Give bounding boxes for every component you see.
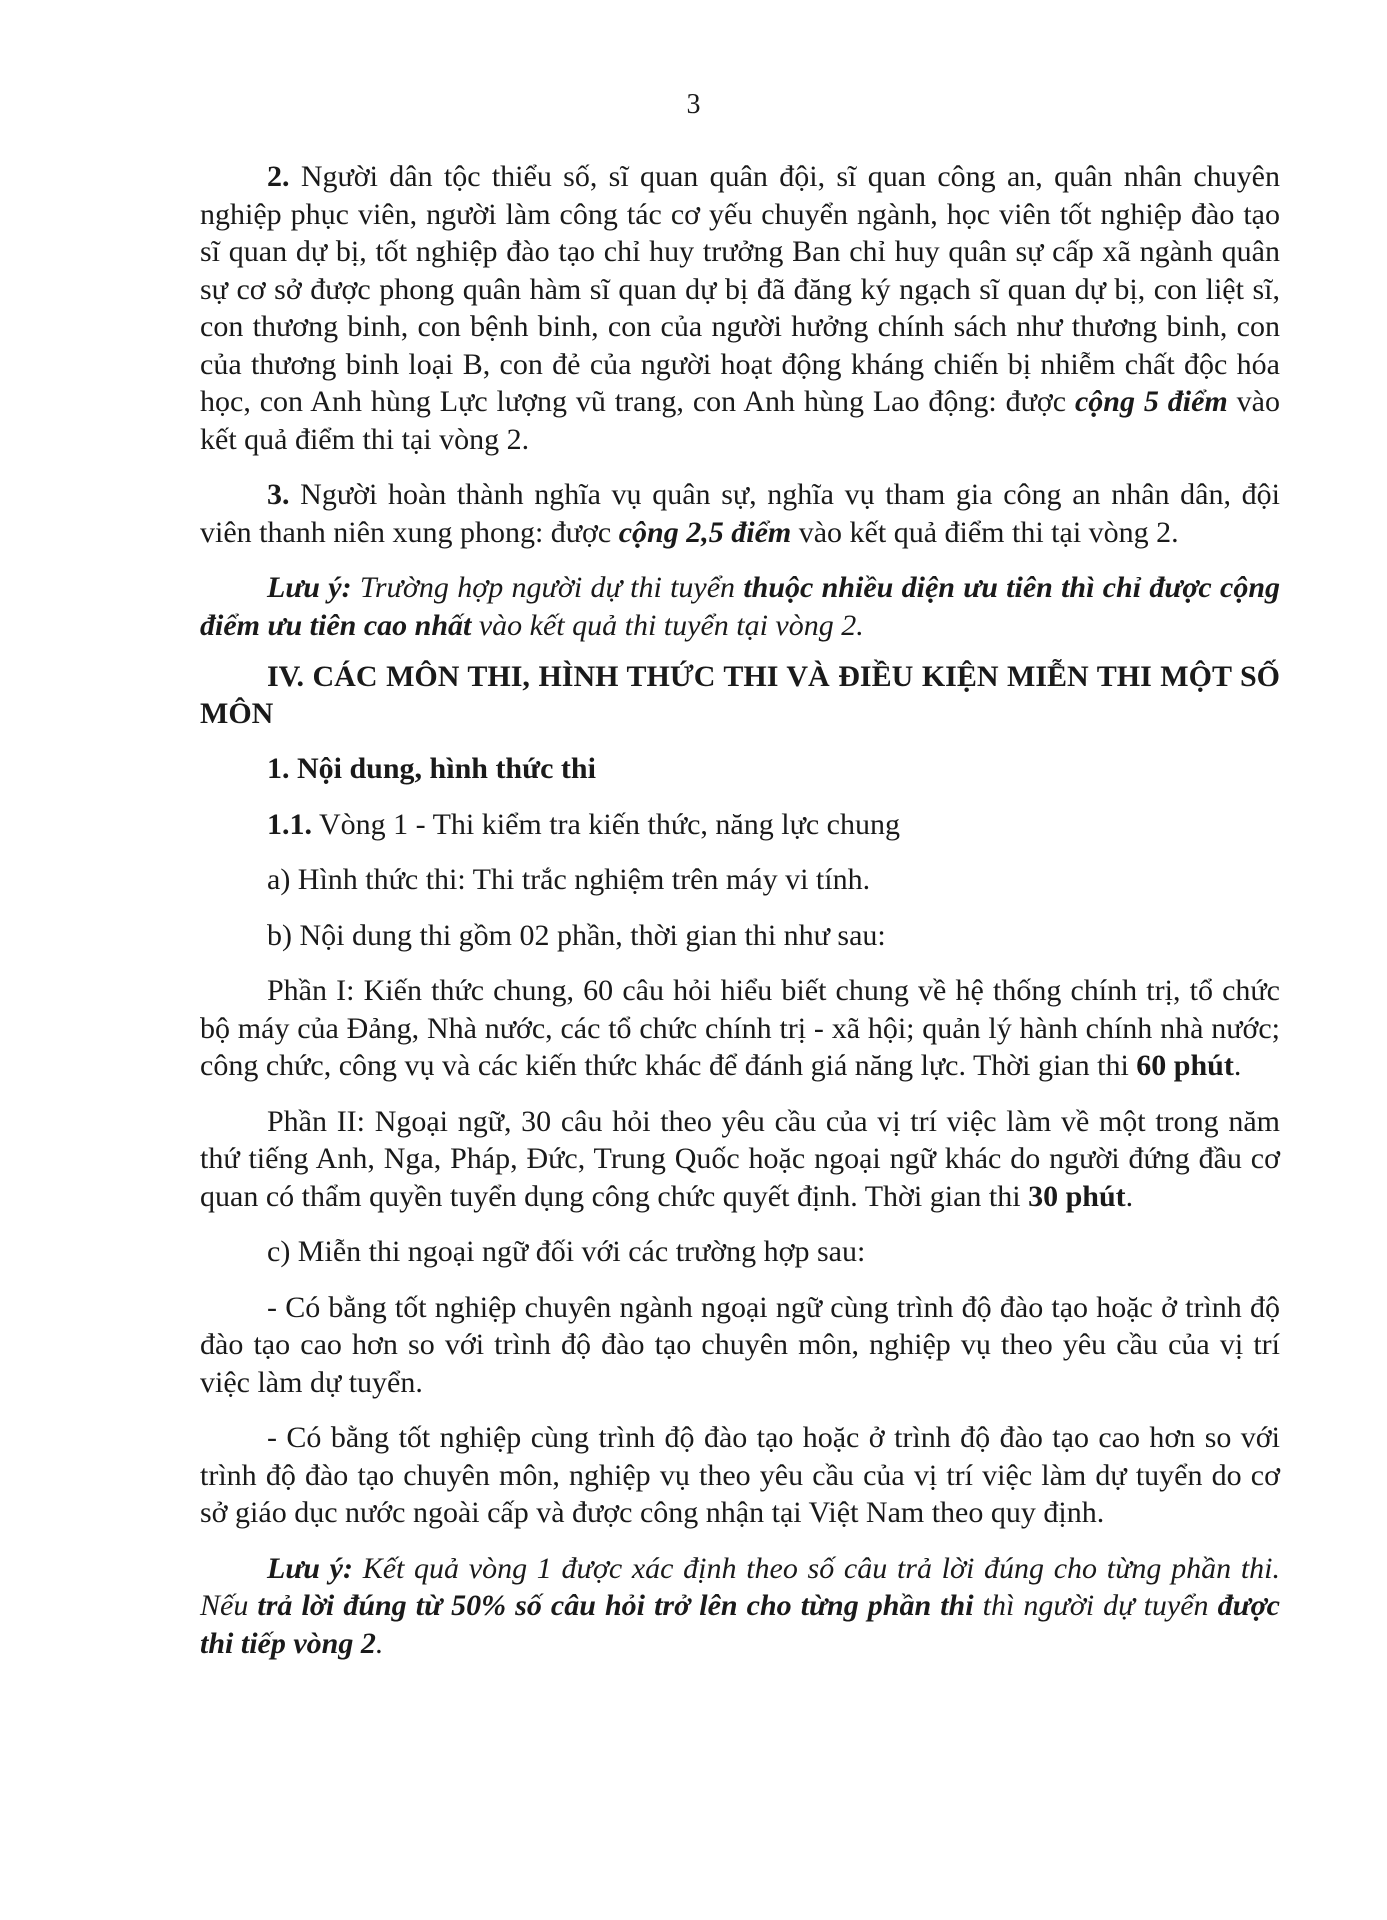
exemption-case-2: - Có bằng tốt nghiệp cùng trình độ đào tạo hoặc ở trình độ đào tạo cao hơn so với trình độ đào tạo chuyên môn, nghiệp vụ theo yêu cầu của vị trí việc làm dự tuyển do cơ sở giáo dục nước ngoài cấp và được công nhận tại Việt Nam theo quy định. <box>200 1421 1280 1529</box>
exam-content: b) Nội dung thi gồm 02 phần, thời gian thi như sau: <box>267 918 886 952</box>
note-emphasis: trả lời đúng từ 50% số câu hỏi trở lên cho từng phần thi <box>257 1589 974 1622</box>
exemption-intro: c) Miễn thi ngoại ngữ đối với các trường hợp sau: <box>267 1235 866 1268</box>
paragraph-text: vào kết quả điểm thi tại vòng 2. <box>200 385 1280 456</box>
note-text: Trường hợp người dự thi tuyển <box>351 571 744 604</box>
bonus-points: cộng 5 điểm <box>1074 385 1228 418</box>
item-number: 2. <box>267 160 290 193</box>
exam-duration: 30 phút <box>1028 1179 1126 1213</box>
note-emphasis: được thi tiếp vòng 2 <box>200 1589 1280 1660</box>
exam-duration: 60 phút <box>1136 1049 1234 1082</box>
punctuation: . <box>1233 1049 1242 1082</box>
note-emphasis: thuộc nhiều diện ưu tiên thì chỉ được cộng điểm ưu tiên cao nhất <box>200 571 1281 642</box>
exam-part-2 <box>200 1103 1280 1216</box>
note-label: Lưu ý: <box>267 1551 353 1585</box>
item-number: 1.1. <box>267 807 312 841</box>
page-number: 3 <box>686 89 701 120</box>
paragraph-text: Người hoàn thành nghĩa vụ quân sự, nghĩa vụ tham gia công an nhân dân, đội viên thanh niên xung phong: được <box>200 478 1280 549</box>
document-body <box>200 158 1280 1662</box>
note-round-1 <box>200 1550 1280 1663</box>
round-1-heading <box>200 806 1280 844</box>
section-heading: IV. CÁC MÔN THI, HÌNH THỨC THI VÀ ĐIỀU KIỆN MIỄN THI MỘT SỐ MÔN <box>200 660 1280 730</box>
priority-item-2 <box>200 158 1280 458</box>
exam-part-1 <box>200 972 1280 1085</box>
note-priority <box>200 569 1280 644</box>
paragraph-text: Vòng 1 - Thi kiểm tra kiến thức, năng lực chung <box>312 807 900 841</box>
item-number: 3. <box>267 478 290 511</box>
paragraph-text: Người dân tộc thiểu số, sĩ quan quân đội, sĩ quan công an, quân nhân chuyên nghiệp phục viên, người làm công tác cơ yếu chuyển ngành, học viên tốt nghiệp đào tạo sĩ quan dự bị, tốt nghiệp đào tạo chỉ huy trưởng Ban chỉ huy quân sự cấp xã ngành quân sự cơ sở được phong quân hàm sĩ quan dự bị đã đăng ký ngạch sĩ quan dự bị, con liệt sĩ, con thương binh, con bệnh binh, con của người hưởng chính sách như thương binh, con của thương binh loại B, con đẻ của người hoạt động kháng chiến bị nhiễm chất độc hóa học, con Anh hùng Lực lượng vũ trang, con Anh hùng Lao động: được <box>200 160 1280 418</box>
exemption-case-1: - Có bằng tốt nghiệp chuyên ngành ngoại ngữ cùng trình độ đào tạo hoặc ở trình độ đào tạo cao hơn so với trình độ đào tạo chuyên môn, nghiệp vụ theo yêu cầu của vị trí việc làm dự tuyển. <box>200 1290 1280 1399</box>
punctuation: . <box>375 1626 384 1660</box>
priority-item-3 <box>200 476 1280 551</box>
paragraph-text: Phần I: Kiến thức chung, 60 câu hỏi hiểu biết chung về hệ thống chính trị, tổ chức bộ máy của Đảng, Nhà nước, các tổ chức chính trị - xã hội; quản lý hành chính nhà nước; công chức, công vụ và các kiến thức khác để đánh giá năng lực. Thời gian thi <box>200 974 1280 1082</box>
note-text: Kết quả vòng 1 được xác định theo số câu trả lời đúng cho từng phần thi. Nếu <box>200 1551 1280 1622</box>
paragraph-text: vào kết quả điểm thi tại vòng 2. <box>791 515 1179 549</box>
note-label: Lưu ý: <box>267 571 352 604</box>
note-text: vào kết quả thi tuyển tại vòng 2. <box>471 608 864 642</box>
punctuation: . <box>1125 1179 1134 1213</box>
subsection-heading: 1. Nội dung, hình thức thi <box>267 752 596 785</box>
bonus-points: cộng 2,5 điểm <box>618 515 792 549</box>
exam-format: a) Hình thức thi: Thi trắc nghiệm trên máy vi tính. <box>267 863 871 896</box>
note-text: thì người dự tuyển <box>973 1589 1218 1622</box>
paragraph-text: Phần II: Ngoại ngữ, 30 câu hỏi theo yêu cầu của vị trí việc làm về một trong năm thứ tiếng Anh, Nga, Pháp, Đức, Trung Quốc hoặc ngoại ngữ khác do người đứng đầu cơ quan có thẩm quyền tuyển dụng công chức quyết định. Thời gian thi <box>200 1104 1280 1213</box>
